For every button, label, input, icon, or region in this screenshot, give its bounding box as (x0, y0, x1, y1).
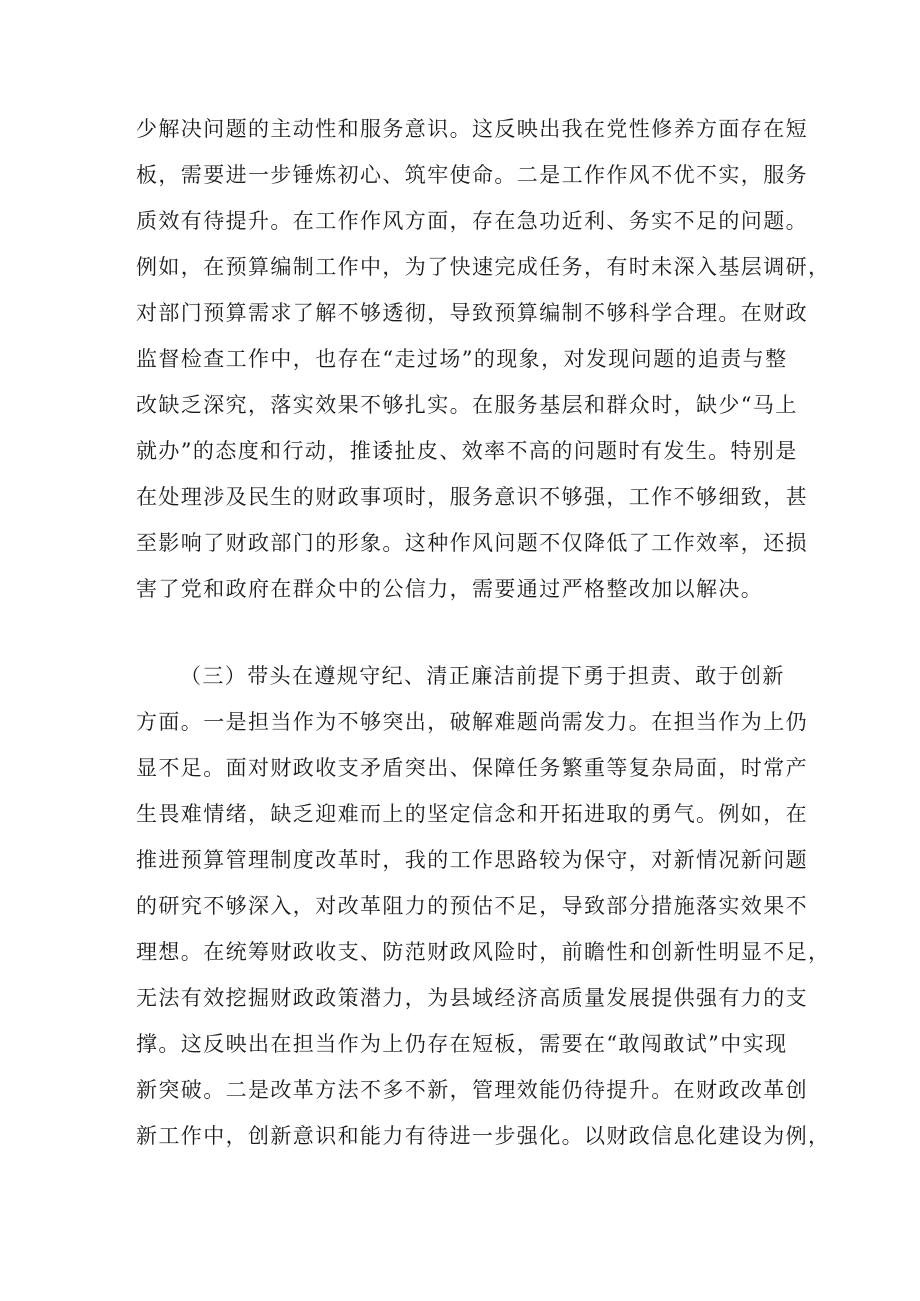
text-line: 新突破。二是改革方法不多不新，管理效能仍待提升。在财政改革创 (136, 1078, 808, 1102)
text-line: 撑。这反映出在担当作为上仍存在短板，需要在“敢闯敢试”中实现 (136, 1032, 788, 1056)
text-line: 板，需要进一步锤炼初心、筑牢使命。二是工作作风不优不实，服务 (136, 163, 808, 187)
text-line: 改缺乏深究，落实效果不够扎实。在服务基层和群众时，缺少“马上 (136, 393, 798, 417)
text-line: 就办”的态度和行动，推诿扯皮、效率不高的问题时有发生。特别是 (136, 439, 798, 463)
text-line: 质效有待提升。在工作作风方面，存在急功近利、务实不足的问题。 (136, 209, 808, 233)
text-line: 方面。一是担当作为不够突出，破解难题尚需发力。在担当作为上仍 (136, 710, 808, 734)
text-line: 显不足。面对财政收支矛盾突出、保障任务繁重等复杂局面，时常产 (136, 756, 808, 780)
text-line: 新工作中，创新意识和能力有待进一步强化。以财政信息化建设为例， (136, 1124, 831, 1148)
text-line: 至影响了财政部门的形象。这种作风问题不仅降低了工作效率，还损 (136, 531, 808, 555)
text-line: 害了党和政府在群众中的公信力，需要通过严格整改加以解决。 (136, 577, 764, 601)
text-line: 推进预算管理制度改革时，我的工作思路较为保守，对新情况新问题 (136, 848, 808, 872)
text-line: 在处理涉及民生的财政事项时，服务意识不够强，工作不够细致，甚 (136, 485, 808, 509)
text-line: 对部门预算需求了解不够透彻，导致预算编制不够科学合理。在财政 (136, 301, 808, 325)
text-line: 的研究不够深入，对改革阻力的预估不足，导致部分措施落实效果不 (136, 894, 808, 918)
section-heading-line: （三）带头在遵规守纪、清正廉洁前提下勇于担责、敢于创新 (180, 664, 785, 688)
text-line: 监督检查工作中，也存在“走过场”的现象，对发现问题的追责与整 (136, 347, 788, 371)
text-line: 少解决问题的主动性和服务意识。这反映出我在党性修养方面存在短 (136, 117, 808, 141)
text-line: 生畏难情绪，缺乏迎难而上的坚定信念和开拓进取的勇气。例如，在 (136, 802, 808, 826)
text-line: 理想。在统筹财政收支、防范财政风险时，前瞻性和创新性明显不足， (136, 940, 831, 964)
text-line: 例如，在预算编制工作中，为了快速完成任务，有时未深入基层调研， (136, 255, 831, 279)
text-line: 无法有效挖掘财政政策潜力，为县域经济高质量发展提供强有力的支 (136, 986, 808, 1010)
